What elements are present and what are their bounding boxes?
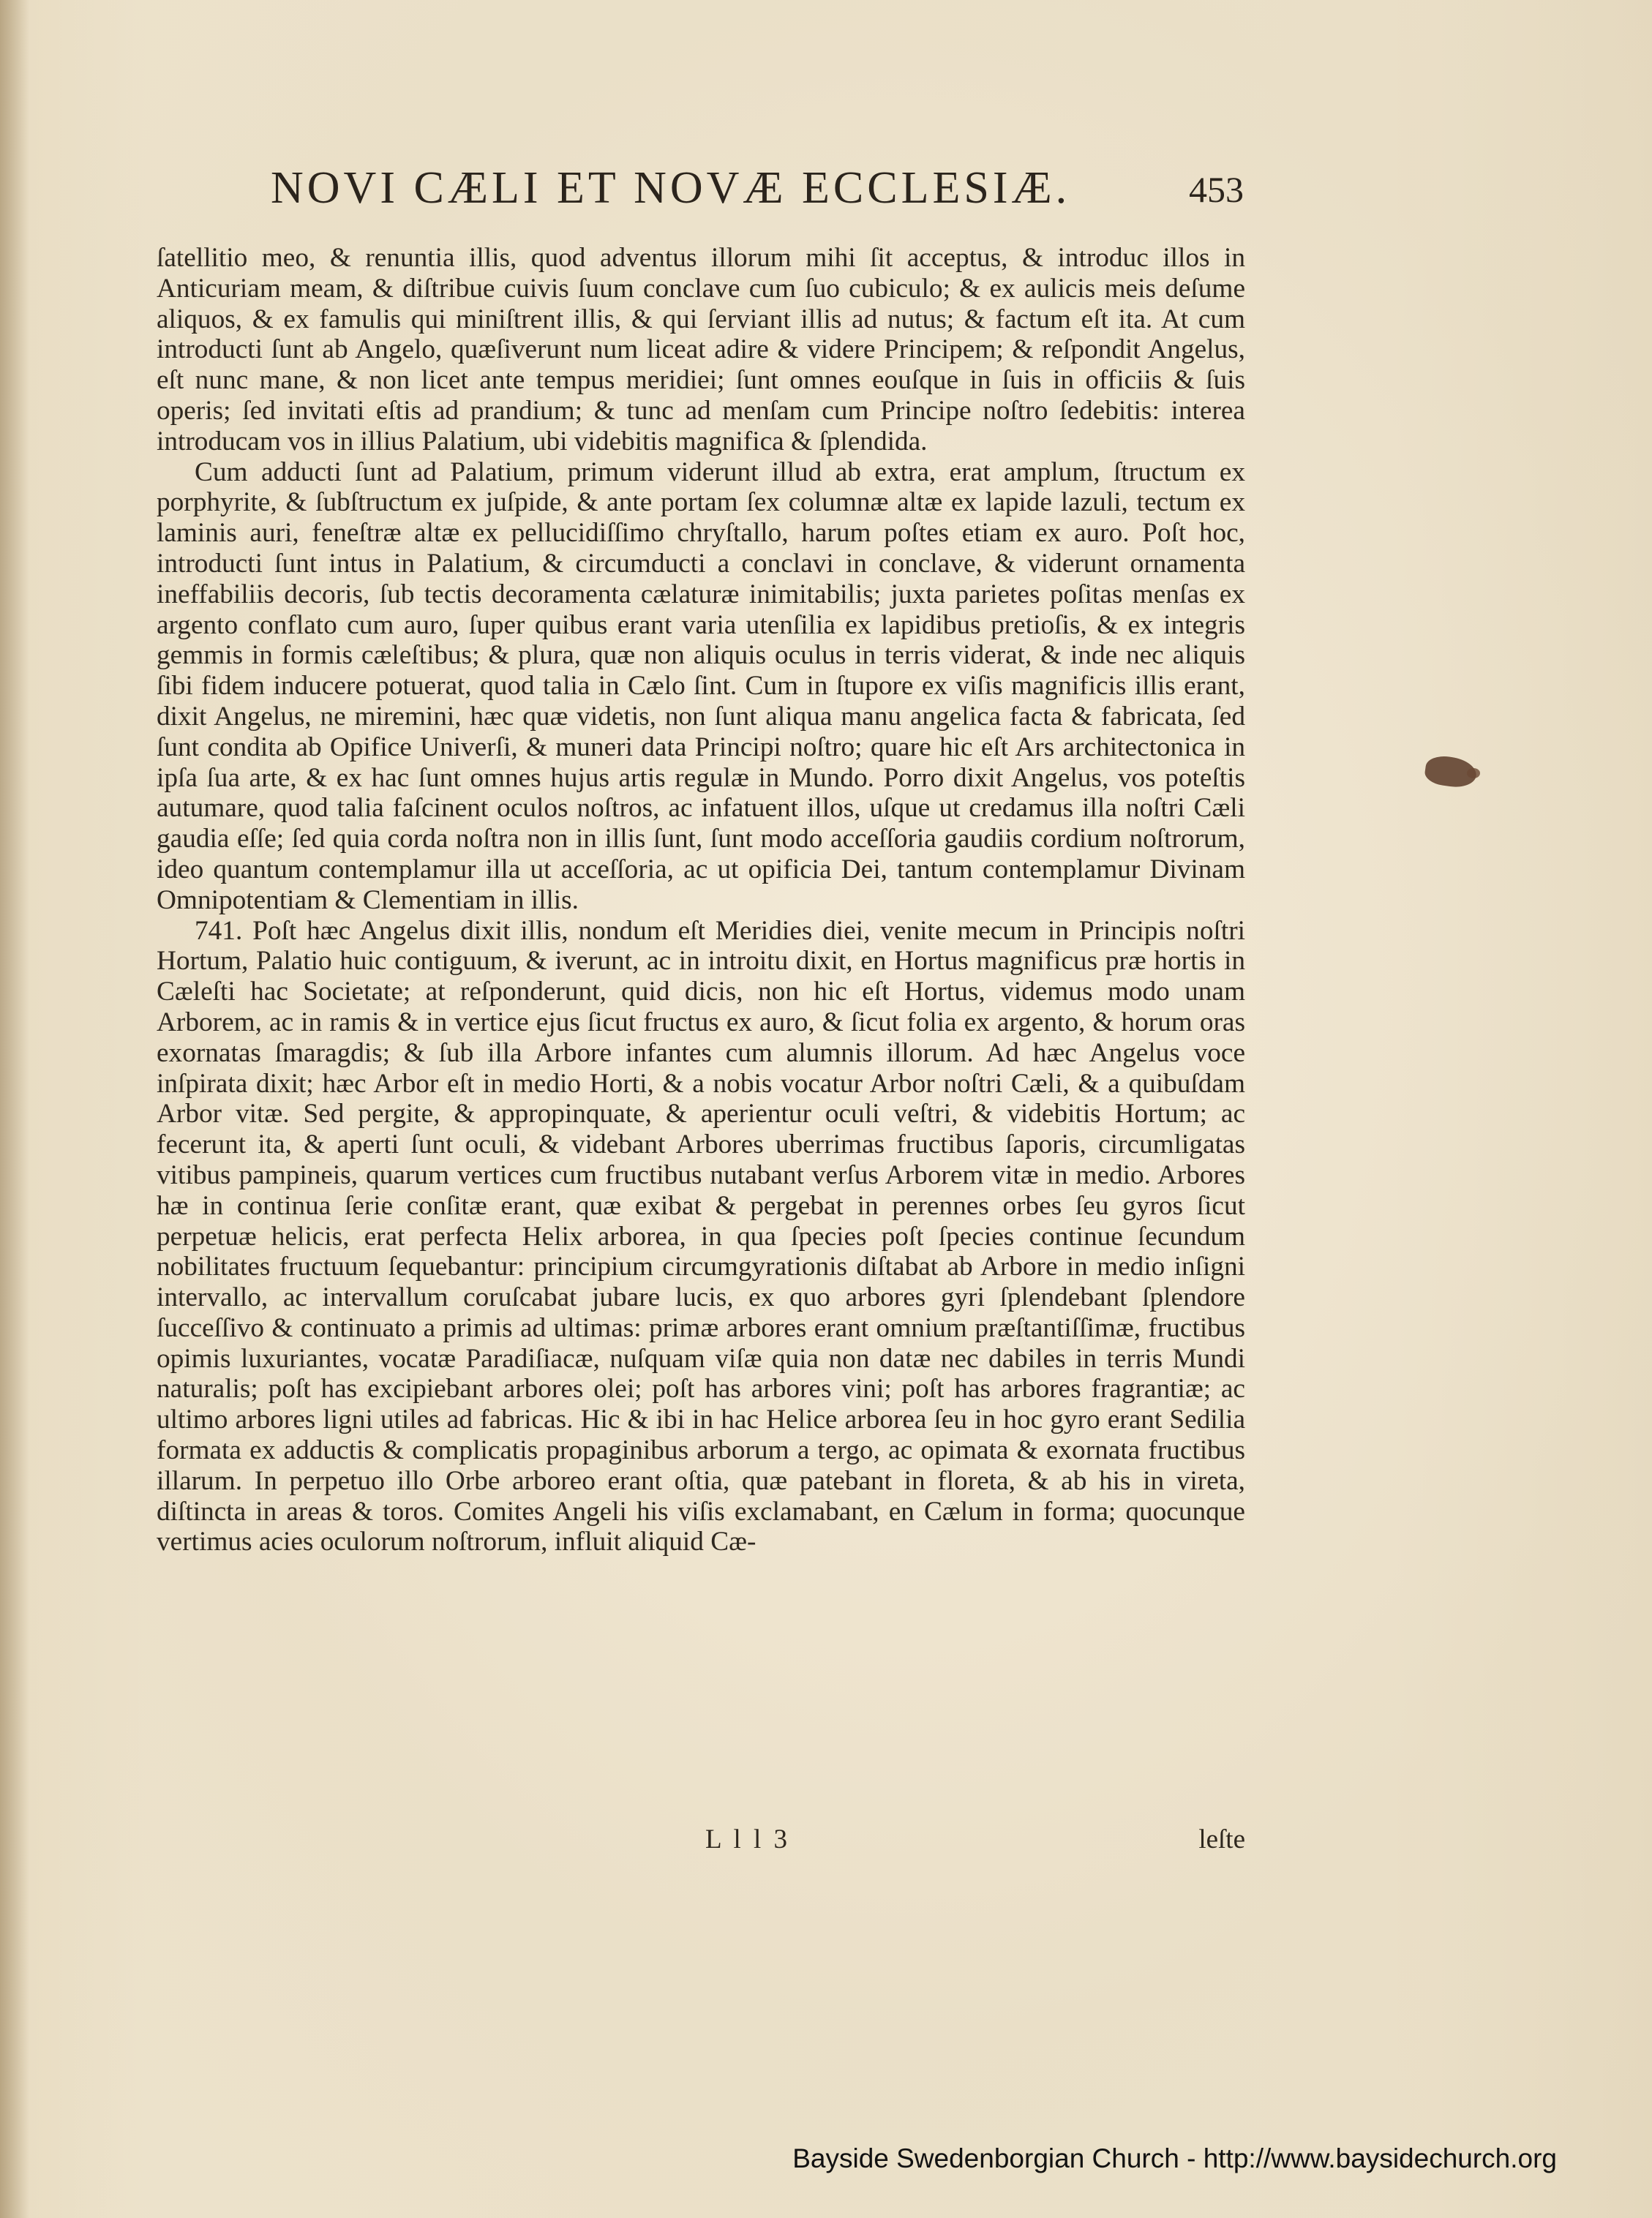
paragraph: 741. Poſt hæc Angelus dixit illis, nondum eſt Meridies diei, venite mecum in Principis noſtri Hortum, Palatio huic contiguum, & iverunt, ac in introitu dixit, en Hortus magnificus præ hortis in Cæleſti hac Societate; at reſponderunt, quid dicis, non hic eſt Hortus, videmus modo unam Arborem, ac in ramis & in vertice ejus ſicut fructus ex auro, & ſicut folia ex argento, & horum oras exornatas ſmaragdis; & ſub illa Arbore infantes cum alumnis illorum. Ad hæc Angelus voce inſpirata dixit; hæc Arbor eſt in medio Horti, & a nobis vocatur Arbor noſtri Cæli, & a quibuſdam Arbor vitæ. Sed pergite, & appropinquate, & aperientur oculi veſtri, & videbitis Hortum; ac fecerunt ita, & aperti ſunt oculi, & videbant Arbores uberrimas fructibus ſaporis, circumligatas vitibus pampineis, quarum vertices cum fructibus nutabant verſus Arborem vitæ in medio. Arbores hæ in continua ſerie conſitæ erant, quæ exibat & pergebat in perennes orbes ſeu gyros ſicut perpetuæ helicis, erat perfecta Helix arborea, in qua ſpecies poſt ſpecies continue ſecundum nobilitates fructuum ſequebantur: principium circumgyrationis diſtabat ab Arbore in medio inſigni intervallo, ac intervallum coruſcabat jubare lucis, ex quo arbores gyri ſplendebant ſplendore ſucceſſivo & continuato a primis ad ultimas: primæ arbores erant omnium præſtantiſſimæ, fructibus opimis luxuriantes, vocatæ Paradiſiacæ, nuſquam viſæ quia non datæ nec dabiles in terris Mundi naturalis; poſt has excipiebant arbores olei; poſt has arbores vini; poſt has arbores fragrantiæ; ac ultimo arbores ligni utiles ad fabricas. Hic & ibi in hac Helice arborea ſeu in hoc gyro erant Sedilia formata ex adductis & complicatis propaginibus arborum a tergo, ac opimata & exornata fructibus illarum. In perpetuo illo Orbe arboreo erant oſtia, quæ patebant in floreta, & ab his in vireta, diſtincta in areas & toros. Comites Angeli his viſis exclamabant, en Cælum in forma; quocunque vertimus acies oculorum noſtrorum, influit aliquid Cæ- — [157, 915, 1245, 1557]
paragraph: Cum adducti ſunt ad Palatium, primum viderunt illud ab extra, erat amplum, ſtructum ex porphyrite, & ſubſtructum ex juſpide, & ante portam ſex columnæ altæ ex lapide lazuli, tectum ex laminis auri, feneſtræ altæ ex pelluсidiſſimo chryſtallo, harum poſtes etiam ex auro. Poſt hoc, introducti ſunt intus in Palatium, & circumducti a conclavi in conclave, & viderunt ornamenta ineffabiliis decoris, ſub tectis decoramenta cælaturæ inimitabilis; juxta parietes poſitas menſas ex argento conflato cum auro, ſuper quibus erant varia utenſilia ex lapidibus pretioſis, & ex integris gemmis in formis cæleſtibus; & plura, quæ non aliquis oculus in terris viderat, & inde nec aliquis ſibi fidem inducere potuerat, quod talia in Cælo ſint. Cum in ſtupore ex viſis magnificis illis erant, dixit Angelus, ne miremini, hæc quæ videtis, non ſunt aliqua manu angelica facta & fabricata, ſed ſunt condita ab Opifice Univerſi, & muneri data Principi noſtro; quare hic eſt Ars architectonica in ipſa ſua arte, & ex hac ſunt omnes hujus artis regulæ in Mundo. Porro dixit Angelus, vos poteſtis autumare, quod talia faſcinent oculos noſtros, ac infatuent illos, uſque ut credamus illa noſtri Cæli gaudia eſſe; ſed quia corda noſtra non in illis ſunt, ſunt modo acceſſoria gaudiis cordium noſtrorum, ideo quantum contemplamur illa ut acceſſoria, ac ut opificia Dei, tantum contemplamur Divinam Omnipotentiam & Clementiam in illis. — [157, 456, 1245, 915]
binding-shadow — [0, 0, 29, 2218]
page-number: 453 — [1189, 169, 1244, 210]
source-watermark: Bayside Swedenborgian Church - http://www.baysidechurch.org — [792, 2143, 1557, 2173]
signature-mark: L l l 3 — [705, 1824, 791, 1854]
page-header — [271, 162, 1244, 221]
running-title: NOVI CÆLI ET NOVÆ ECCLESIÆ. — [271, 163, 1071, 213]
body-text — [157, 243, 1245, 1557]
ink-stain — [1467, 768, 1480, 778]
page-footer — [157, 1824, 1245, 1860]
paragraph: ſatellitio meo, & renuntia illis, quod adventus illorum mihi ſit acceptus, & introduc illos in Anticuriam meam, & diſtribue cuivis ſuum conclave cum ſuo cubiculo; & ex aulicis meis deſume aliquos, & ex famulis qui miniſtrent illis, & qui ſerviant illis ad nutus; & factum eſt ita. At cum introducti ſunt ab Angelo, quæſiverunt num liceat adire & videre Principem; & reſpondit Angelus, eſt nunc mane, & non licet ante tempus meridiei; ſunt omnes eouſque in ſuis in officiis & ſuis operis; ſed invitati eſtis ad prandium; & tunc ad menſam cum Principe noſtro ſedebitis: interea introducam vos in illius Palatium, ubi videbitis magnifica & ſplendida. — [157, 243, 1245, 456]
catchword: leſte — [1198, 1824, 1245, 1854]
